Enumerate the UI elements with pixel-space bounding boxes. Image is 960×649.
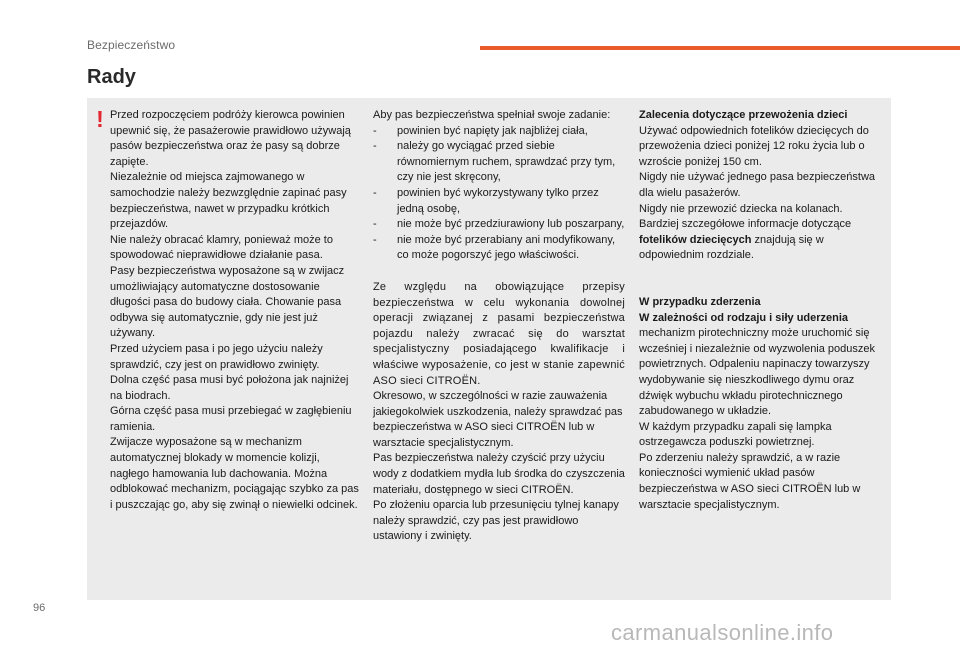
paragraph: mechanizm pirotechniczny może uruchomić się wcześniej i niezależnie od wyzwolenia poduszek powietrznych. Odpaleniu napinaczy towarzyszy wydobywanie się nieszkodliwego dymu oraz dźwięk wybuchu wkładu pirotechnicznego zabudowanego w układzie. — [639, 327, 876, 418]
list-item: - należy go wyciągać przed siebie równomiernym ruchem, sprawdzać przy tym, czy nie jest skręcony, — [373, 139, 625, 186]
list-intro: Aby pas bezpieczeństwa spełniał swoje zadanie: — [373, 109, 611, 121]
children-heading: Zalecenia dotyczące przewożenia dzieci — [639, 109, 848, 121]
paragraph: W każdym przypadku zapali się lampka ostrzegawcza poduszki powietrznej. — [639, 420, 832, 449]
child-seats-link-text: fotelików dziecięcych — [639, 233, 752, 246]
paragraph: Przed użyciem pasa i po jego użyciu należy sprawdzić, czy jest on prawidłowo zwinięty. — [110, 342, 323, 371]
list-item: - powinien być napięty jak najbliżej ciała, — [373, 124, 625, 140]
watermark: carmanualsonline.info — [611, 620, 834, 645]
paragraph: Nigdy nie przewozić dziecka na kolanach. — [639, 202, 843, 215]
paragraph: Okresowo, w szczególności w razie zauważenia jakiegokolwiek uszkodzenia, należy sprawdzać pas bezpieczeństwa w ASO sieci CITROËN lub w warsztacie specjalistycznym. — [373, 390, 623, 449]
list-item: - nie może być przerabiany ani modyfikowany, co może pogorszyć jego właściwości. — [373, 233, 625, 264]
paragraph: Nigdy nie używać jednego pasa bezpieczeństwa dla wielu pasażerów. — [639, 171, 876, 199]
requirements-list — [373, 124, 625, 264]
child-seat-reference — [639, 217, 887, 264]
paragraph: Pasy bezpieczeństwa wyposażone są w zwijacz umożliwiający automatyczne dostosowanie długości pasa do budowy ciała. Chowanie pasa odbywa się automatycznie, gdy nie jest już używany. — [110, 264, 345, 340]
paragraph: Używać odpowiednich fotelików dziecięcych do przewożenia dzieci poniżej 12 roku życia lub o wzroście poniżej 150 cm. — [639, 124, 869, 168]
paragraph: Przed rozpoczęciem podróży kierowca powinien upewnić się, że pasażerowie prawidłowo używają pasów bezpieczeństwa oraz że pasy są dobrze zapięte. — [110, 109, 351, 168]
regulations-paragraph: Ze względu na obowiązujące przepisy bezpieczeństwa w celu wykonania dowolnej operacji związanej z pasami bezpieczeństwa pojazdu należy zwracać się do warsztat specjalistyczny posiadającego kwalifikacje i właściwe wyposażenie, co jest w stanie zapewnić ASO sieci CITROËN. — [373, 280, 625, 387]
list-item: - nie może być przedziurawiony lub poszarpany, — [373, 217, 625, 233]
paragraph: Pas bezpieczeństwa należy czyścić przy użyciu wody z dodatkiem mydła lub środka do czyszczenia materiału, dostępnego w sieci CITROËN. — [373, 452, 625, 496]
page-title: Rady — [87, 66, 136, 88]
header-accent-rule — [480, 46, 960, 50]
paragraph: Dolna część pasa musi być położona jak najniżej na biodrach. — [110, 374, 349, 402]
paragraph: Górna część pasa musi przebiegać w zagłębieniu ramienia. — [110, 405, 352, 433]
safety-belt-column — [110, 108, 360, 513]
children-and-collision-column — [639, 108, 887, 513]
text: Bardziej szczegółowe informacje dotyczące — [639, 218, 852, 231]
paragraph: Nie należy obracać klamry, ponieważ może to spowodować nieprawidłowe działanie pasa. — [110, 233, 333, 262]
exclamation-warning-icon: ! — [96, 106, 104, 132]
paragraph: Zwijacze wyposażone są w mechanizm automatycznej blokady w momencie kolizji, nagłego hamowania lub dachowania. Można odblokować mechanizm, pociągając szybko za pas i puszczając go, aby się zwinął o niewielki odcinek. — [110, 436, 359, 511]
list-item: - powinien być wykorzystywany tylko przez jedną osobę, — [373, 186, 625, 217]
paragraph: Po złożeniu oparcia lub przesunięciu tylnej kanapy należy sprawdzić, czy pas jest prawidłowo ustawiony i zwinięty. — [373, 499, 619, 543]
page-number: 96 — [33, 602, 46, 614]
text: znajdują się w odpowiednim rozdziale. — [639, 233, 824, 262]
collision-heading: W przypadku zderzenia — [639, 295, 761, 308]
section-label: Bezpieczeństwo — [87, 38, 176, 52]
belt-requirements-column — [373, 108, 625, 545]
collision-subheading: W zależności od rodzaju i siły uderzenia — [639, 311, 849, 324]
paragraph: Po zderzeniu należy sprawdzić, a w razie konieczności wymienić układ pasów bezpieczeństwa w ASO sieci CITROËN lub w warsztacie specjalistycznym. — [639, 451, 861, 511]
paragraph: Niezależnie od miejsca zajmowanego w samochodzie należy bezwzględnie zapinać pasy bezpieczeństwa, nawet w przypadku krótkich przejazdów. — [110, 171, 347, 231]
